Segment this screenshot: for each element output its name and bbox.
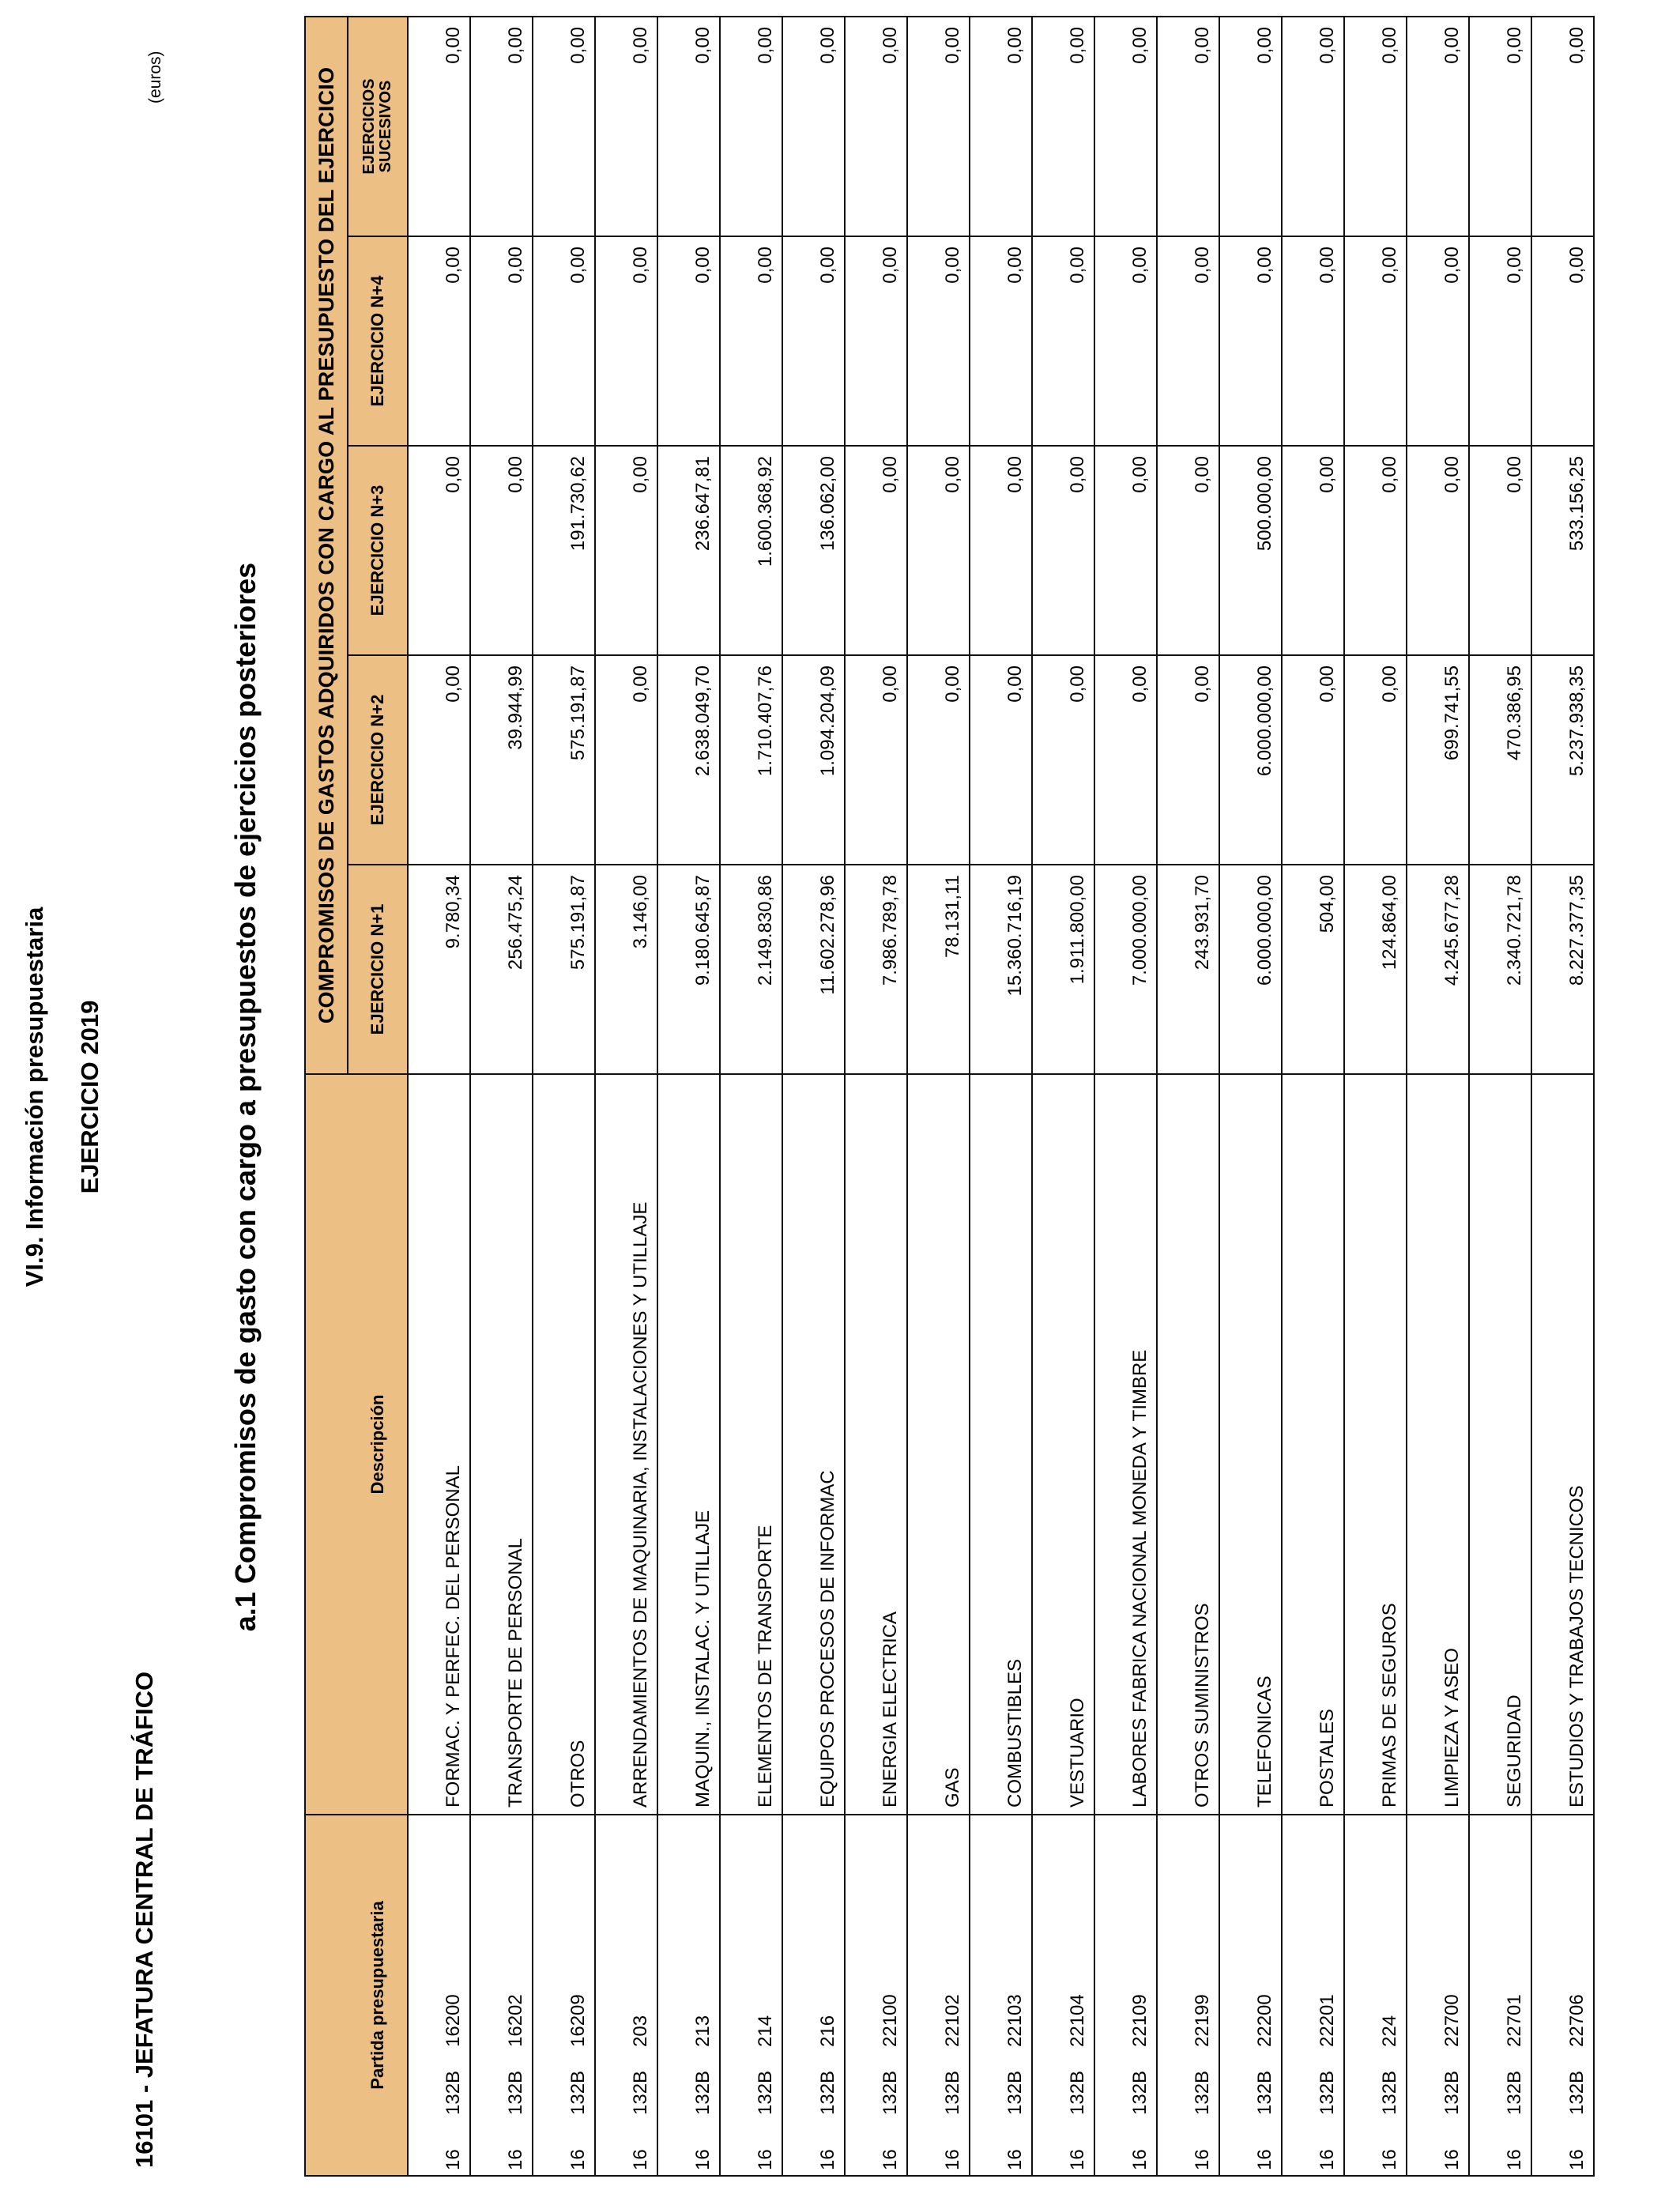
n4-cell: 0,00 (1344, 236, 1407, 446)
n2-header: EJERCICIO N+2 (348, 655, 408, 865)
suc-cell: 0,00 (1032, 17, 1094, 236)
n1-cell: 3.146,00 (595, 865, 657, 1074)
n3-cell: 0,00 (845, 446, 907, 655)
n4-cell: 0,00 (1469, 236, 1531, 446)
n2-cell: 5.237.938,35 (1531, 655, 1594, 865)
n2-cell: 2.638.049,70 (657, 655, 720, 865)
partida-prog: 132B (1004, 2070, 1026, 2115)
descripcion-cell: ESTUDIOS Y TRABAJOS TECNICOS (1531, 1074, 1594, 1815)
partida-cell (1407, 1815, 1469, 2176)
group-header: COMPROMISOS DE GASTOS ADQUIRIDOS CON CARGO AL PRESUPUESTO DEL EJERCICIO (305, 17, 348, 1074)
suc-cell: 0,00 (470, 17, 533, 236)
descripcion-cell: PRIMAS DE SEGUROS (1344, 1074, 1407, 1815)
descripcion-cell: OTROS (533, 1074, 595, 1815)
n4-cell: 0,00 (782, 236, 845, 446)
entity-title: 16101 - JEFATURA CENTRAL DE TRÁFICO (130, 1671, 158, 2168)
suc-cell: 0,00 (1407, 17, 1469, 236)
n1-cell: 256.475,24 (470, 865, 533, 1074)
n3-cell: 0,00 (470, 446, 533, 655)
partida-concepto: 22200 (1254, 1994, 1275, 2047)
units-label: (euros) (146, 51, 164, 104)
n1-cell: 9.780,34 (408, 865, 470, 1074)
table-row (1157, 17, 1219, 2176)
n2-cell: 0,00 (970, 655, 1032, 865)
suc-cell: 0,00 (1469, 17, 1531, 236)
partida-prog: 132B (1379, 2070, 1400, 2115)
n2-cell: 0,00 (1282, 655, 1344, 865)
partida-prog: 132B (1504, 2070, 1525, 2115)
partida-org: 16 (1129, 2149, 1151, 2170)
partida-prog: 132B (1129, 2070, 1151, 2115)
descripcion-cell: COMBUSTIBLES (970, 1074, 1032, 1815)
partida-org: 16 (692, 2149, 714, 2170)
partida-org: 16 (1317, 2149, 1338, 2170)
partida-prog: 132B (942, 2070, 963, 2115)
n1-cell: 11.602.278,96 (782, 865, 845, 1074)
partida-org: 16 (630, 2149, 651, 2170)
partida-cell (1219, 1815, 1282, 2176)
n1-cell: 7.000.000,00 (1094, 865, 1157, 1074)
descripcion-cell: VESTUARIO (1032, 1074, 1094, 1815)
partida-org: 16 (942, 2149, 963, 2170)
partida-cell (408, 1815, 470, 2176)
n3-cell: 0,00 (1469, 446, 1531, 655)
descripcion-header-top (305, 1074, 348, 1815)
partida-prog: 132B (1566, 2070, 1588, 2115)
partida-cell (1282, 1815, 1344, 2176)
partida-header-top (305, 1815, 348, 2176)
partida-org: 16 (1566, 2149, 1588, 2170)
n3-cell: 500.000,00 (1219, 446, 1282, 655)
partida-prog: 132B (443, 2070, 464, 2115)
partida-concepto: 203 (630, 2015, 651, 2047)
n3-cell: 0,00 (1407, 446, 1469, 655)
n1-cell: 15.360.716,19 (970, 865, 1032, 1074)
partida-prog: 132B (880, 2070, 901, 2115)
suc-cell: 0,00 (1282, 17, 1344, 236)
table-body (408, 17, 1594, 2176)
partida-cell (782, 1815, 845, 2176)
partida-org: 16 (817, 2149, 838, 2170)
n4-cell: 0,00 (845, 236, 907, 446)
suc-cell: 0,00 (970, 17, 1032, 236)
n3-cell: 1.600.368,92 (720, 446, 782, 655)
suc-cell: 0,00 (1157, 17, 1219, 236)
n3-header: EJERCICIO N+3 (348, 446, 408, 655)
suc-cell: 0,00 (1219, 17, 1282, 236)
n3-cell: 0,00 (970, 446, 1032, 655)
partida-cell (907, 1815, 970, 2176)
partida-prog: 132B (1441, 2070, 1463, 2115)
partida-org: 16 (505, 2149, 526, 2170)
n4-cell: 0,00 (1282, 236, 1344, 446)
n3-cell: 0,00 (1032, 446, 1094, 655)
n2-cell: 0,00 (907, 655, 970, 865)
partida-concepto: 22706 (1566, 1994, 1588, 2047)
n1-cell: 1.911.800,00 (1032, 865, 1094, 1074)
partida-concepto: 16200 (443, 1994, 464, 2047)
suc-cell: 0,00 (1094, 17, 1157, 236)
n2-cell: 0,00 (845, 655, 907, 865)
suc-cell: 0,00 (1531, 17, 1594, 236)
n1-cell: 78.131,11 (907, 865, 970, 1074)
n2-cell: 699.741,55 (1407, 655, 1469, 865)
n2-cell: 575.191,87 (533, 655, 595, 865)
table-row (1469, 17, 1531, 2176)
table-row (595, 17, 657, 2176)
partida-header: Partida presupuestaria (348, 1815, 408, 2176)
n2-cell: 0,00 (1032, 655, 1094, 865)
descripcion-cell: FORMAC. Y PERFEC. DEL PERSONAL (408, 1074, 470, 1815)
partida-cell (970, 1815, 1032, 2176)
n4-cell: 0,00 (970, 236, 1032, 446)
descripcion-cell: ARRENDAMIENTOS DE MAQUINARIA, INSTALACIONES Y UTILLAJE (595, 1074, 657, 1815)
ejercicio-title: EJERCICIO 2019 (76, 1000, 104, 1194)
partida-concepto: 22100 (880, 1994, 901, 2047)
n4-cell: 0,00 (408, 236, 470, 446)
partida-concepto: 22201 (1317, 1994, 1338, 2047)
table-row (533, 17, 595, 2176)
descripcion-cell: ENERGIA ELECTRICA (845, 1074, 907, 1815)
section-title: VI.9. Información presupuestaria (21, 907, 48, 1287)
table-row (470, 17, 533, 2176)
partida-concepto: 22199 (1192, 1994, 1213, 2047)
sucesivos-header-line1: EJERCICIOS (360, 78, 378, 175)
n1-cell: 243.931,70 (1157, 865, 1219, 1074)
partida-cell (720, 1815, 782, 2176)
partida-org: 16 (443, 2149, 464, 2170)
n3-cell: 0,00 (1344, 446, 1407, 655)
table-row (408, 17, 470, 2176)
table-row (845, 17, 907, 2176)
partida-prog: 132B (1254, 2070, 1275, 2115)
suc-cell: 0,00 (595, 17, 657, 236)
partida-prog: 132B (692, 2070, 714, 2115)
table-title: a.1 Compromisos de gasto con cargo a presupuestos de ejercicios posteriores (229, 562, 262, 1632)
commitments-table (304, 16, 1595, 2177)
table-row (970, 17, 1032, 2176)
n1-cell: 575.191,87 (533, 865, 595, 1074)
partida-concepto: 22103 (1004, 1994, 1026, 2047)
partida-concepto: 22701 (1504, 1994, 1525, 2047)
partida-concepto: 22109 (1129, 1994, 1151, 2047)
suc-cell: 0,00 (657, 17, 720, 236)
partida-concepto: 22102 (942, 1994, 963, 2047)
n4-cell: 0,00 (657, 236, 720, 446)
n3-cell: 0,00 (1282, 446, 1344, 655)
n2-cell: 6.000.000,00 (1219, 655, 1282, 865)
n3-cell: 0,00 (595, 446, 657, 655)
n4-header: EJERCICIO N+4 (348, 236, 408, 446)
partida-cell (470, 1815, 533, 2176)
partida-concepto: 214 (755, 2015, 776, 2047)
n4-cell: 0,00 (720, 236, 782, 446)
n2-cell: 470.386,95 (1469, 655, 1531, 865)
partida-prog: 132B (505, 2070, 526, 2115)
n4-cell: 0,00 (1219, 236, 1282, 446)
suc-cell: 0,00 (782, 17, 845, 236)
n4-cell: 0,00 (1157, 236, 1219, 446)
descripcion-cell: SEGURIDAD (1469, 1074, 1531, 1815)
partida-concepto: 22104 (1067, 1994, 1088, 2047)
partida-cell (1032, 1815, 1094, 2176)
n1-header: EJERCICIO N+1 (348, 865, 408, 1074)
n4-cell: 0,00 (470, 236, 533, 446)
n1-cell: 2.149.830,86 (720, 865, 782, 1074)
partida-prog: 132B (1317, 2070, 1338, 2115)
partida-cell (533, 1815, 595, 2176)
n3-cell: 136.062,00 (782, 446, 845, 655)
table-row (907, 17, 970, 2176)
n3-cell: 191.730,62 (533, 446, 595, 655)
n1-cell: 7.986.789,78 (845, 865, 907, 1074)
partida-org: 16 (755, 2149, 776, 2170)
partida-org: 16 (1192, 2149, 1213, 2170)
suc-cell: 0,00 (533, 17, 595, 236)
table-row (1032, 17, 1094, 2176)
n1-cell: 4.245.677,28 (1407, 865, 1469, 1074)
table-row (1344, 17, 1407, 2176)
table-row (782, 17, 845, 2176)
partida-concepto: 22700 (1441, 1994, 1463, 2047)
n3-cell: 533.156,25 (1531, 446, 1594, 655)
partida-concepto: 16202 (505, 1994, 526, 2047)
n1-cell: 2.340.721,78 (1469, 865, 1531, 1074)
descripcion-cell: ELEMENTOS DE TRANSPORTE (720, 1074, 782, 1815)
partida-cell (595, 1815, 657, 2176)
partida-concepto: 16209 (567, 1994, 589, 2047)
partida-cell (1094, 1815, 1157, 2176)
partida-org: 16 (1504, 2149, 1525, 2170)
partida-prog: 132B (755, 2070, 776, 2115)
n4-cell: 0,00 (1094, 236, 1157, 446)
descripcion-cell: EQUIPOS PROCESOS DE INFORMAC (782, 1074, 845, 1815)
n2-cell: 0,00 (1157, 655, 1219, 865)
partida-cell (1469, 1815, 1531, 2176)
n3-cell: 0,00 (1094, 446, 1157, 655)
table-row (1219, 17, 1282, 2176)
table-row (657, 17, 720, 2176)
partida-org: 16 (1379, 2149, 1400, 2170)
n4-cell: 0,00 (1407, 236, 1469, 446)
table-row (1282, 17, 1344, 2176)
n3-cell: 0,00 (408, 446, 470, 655)
partida-cell (1531, 1815, 1594, 2176)
n4-cell: 0,00 (1531, 236, 1594, 446)
descripcion-cell: LIMPIEZA Y ASEO (1407, 1074, 1469, 1815)
suc-cell: 0,00 (408, 17, 470, 236)
n1-cell: 124.864,00 (1344, 865, 1407, 1074)
partida-prog: 132B (567, 2070, 589, 2115)
n4-cell: 0,00 (533, 236, 595, 446)
n2-cell: 0,00 (595, 655, 657, 865)
partida-cell (845, 1815, 907, 2176)
n2-cell: 39.944,99 (470, 655, 533, 865)
table-row (1094, 17, 1157, 2176)
partida-prog: 132B (1192, 2070, 1213, 2115)
partida-concepto: 216 (817, 2015, 838, 2047)
partida-org: 16 (880, 2149, 901, 2170)
partida-org: 16 (1441, 2149, 1463, 2170)
partida-cell (1157, 1815, 1219, 2176)
suc-cell: 0,00 (907, 17, 970, 236)
partida-concepto: 213 (692, 2015, 714, 2047)
sucesivos-header (348, 17, 408, 236)
n1-cell: 504,00 (1282, 865, 1344, 1074)
partida-org: 16 (1004, 2149, 1026, 2170)
suc-cell: 0,00 (1344, 17, 1407, 236)
table-row (1407, 17, 1469, 2176)
n4-cell: 0,00 (907, 236, 970, 446)
partida-org: 16 (567, 2149, 589, 2170)
descripcion-cell: TELEFONICAS (1219, 1074, 1282, 1815)
descripcion-cell: POSTALES (1282, 1074, 1344, 1815)
partida-prog: 132B (1067, 2070, 1088, 2115)
n1-cell: 6.000.000,00 (1219, 865, 1282, 1074)
n2-cell: 0,00 (408, 655, 470, 865)
descripcion-cell: TRANSPORTE DE PERSONAL (470, 1074, 533, 1815)
descripcion-cell: LABORES FABRICA NACIONAL MONEDA Y TIMBRE (1094, 1074, 1157, 1815)
descripcion-cell: GAS (907, 1074, 970, 1815)
suc-cell: 0,00 (720, 17, 782, 236)
descripcion-cell: OTROS SUMINISTROS (1157, 1074, 1219, 1815)
n4-cell: 0,00 (1032, 236, 1094, 446)
table-row (720, 17, 782, 2176)
n2-cell: 1.710.407,76 (720, 655, 782, 865)
partida-prog: 132B (630, 2070, 651, 2115)
partida-concepto: 224 (1379, 2015, 1400, 2047)
partida-org: 16 (1067, 2149, 1088, 2170)
n2-cell: 1.094.204,09 (782, 655, 845, 865)
n3-cell: 0,00 (907, 446, 970, 655)
table-row (1531, 17, 1594, 2176)
descripcion-cell: MAQUIN., INSTALAC. Y UTILLAJE (657, 1074, 720, 1815)
descripcion-header: Descripción (348, 1074, 408, 1815)
partida-org: 16 (1254, 2149, 1275, 2170)
n4-cell: 0,00 (595, 236, 657, 446)
n1-cell: 9.180.645,87 (657, 865, 720, 1074)
partida-cell (657, 1815, 720, 2176)
partida-cell (1344, 1815, 1407, 2176)
n3-cell: 236.647,81 (657, 446, 720, 655)
n2-cell: 0,00 (1094, 655, 1157, 865)
n3-cell: 0,00 (1157, 446, 1219, 655)
suc-cell: 0,00 (845, 17, 907, 236)
partida-prog: 132B (817, 2070, 838, 2115)
sucesivos-header-line2: SUCESIVOS (377, 80, 394, 173)
n1-cell: 8.227.377,35 (1531, 865, 1594, 1074)
n2-cell: 0,00 (1344, 655, 1407, 865)
